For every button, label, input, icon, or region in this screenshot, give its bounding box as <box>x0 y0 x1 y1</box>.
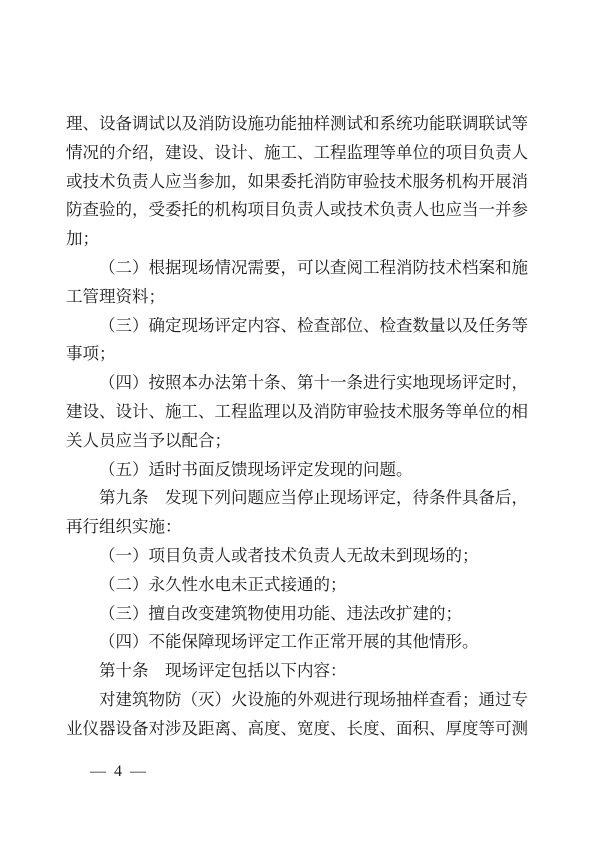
text-line: 业仪器设备对涉及距离、高度、宽度、长度、面积、厚度等可测 <box>66 719 528 738</box>
text-line: （一）项目负责人或者技术负责人无故未到现场的； <box>99 546 479 565</box>
document-body <box>66 110 532 744</box>
text-line: （五）适时书面反馈现场评定发现的问题。 <box>99 460 413 479</box>
text-line: 再行组织实施： <box>66 518 182 537</box>
text-line: 理、设备调试以及消防设施功能抽样测试和系统功能联调联试等 <box>66 115 528 133</box>
text-line: （二）永久性水电未正式接通的； <box>99 575 347 594</box>
page-number: — 4 — <box>90 763 148 780</box>
text-line: 建设、设计、施工、工程监理以及消防审验技术服务等单位的相 <box>66 402 528 421</box>
text-line: 事项； <box>66 345 116 364</box>
text-line: 防查验的，受委托的机构项目负责人或技术负责人也应当一并参 <box>66 201 528 220</box>
text-line: 第九条 发现下列问题应当停止现场评定，待条件具备后， <box>99 489 528 508</box>
text-line: 关人员应当予以配合； <box>66 431 231 450</box>
text-line: （三）擅自改变建筑物使用功能、违法改扩建的； <box>99 604 462 623</box>
text-line: 对建筑物防（灭）火设施的外观进行现场抽样查看；通过专 <box>99 690 528 709</box>
text-line: 工管理资料； <box>66 287 165 306</box>
text-line: 第十条 现场评定包括以下内容： <box>99 662 347 681</box>
text-line: 情况的介绍，建设、设计、施工、工程监理等单位的项目负责人 <box>66 143 528 162</box>
text-line: 加； <box>66 230 99 249</box>
text-line: （二）根据现场情况需要，可以查阅工程消防技术档案和施 <box>99 258 528 277</box>
text-line: （四）按照本办法第十条、第十一条进行实地现场评定时， <box>99 374 528 393</box>
text-line: （三）确定现场评定内容、检查部位、检查数量以及任务等 <box>99 316 528 335</box>
text-line: 或技术负责人应当参加，如果委托消防审验技术服务机构开展消 <box>66 172 528 191</box>
text-line: （四）不能保障现场评定工作正常开展的其他情形。 <box>99 633 479 652</box>
